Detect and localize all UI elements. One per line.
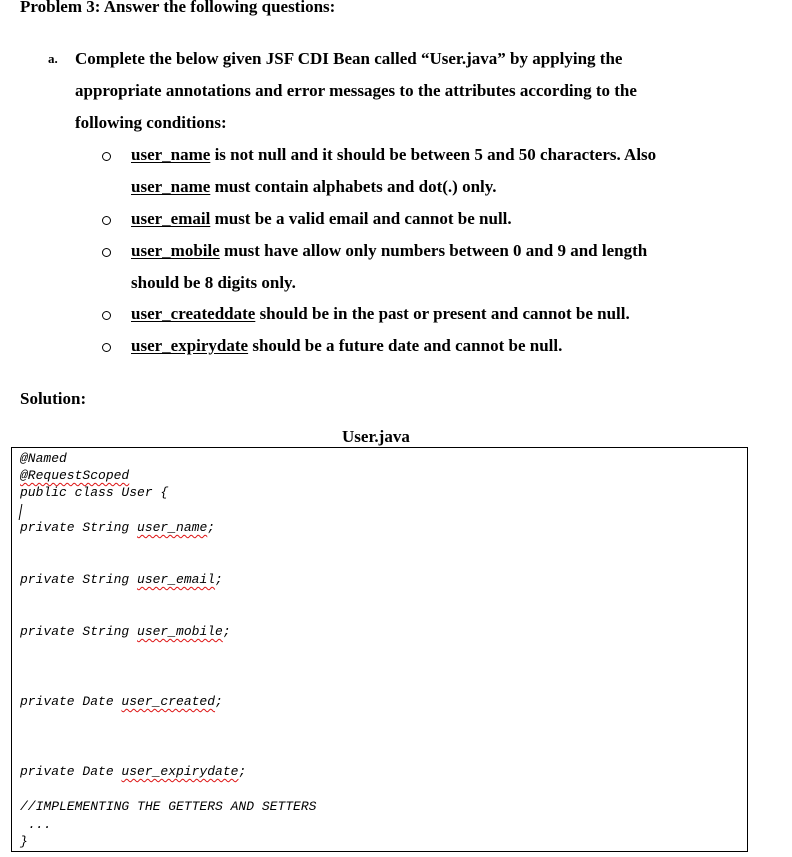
code-field-user-created bbox=[20, 694, 223, 709]
condition-text: must be a valid email and cannot be null. bbox=[210, 209, 512, 228]
field-ref: user_expirydate bbox=[131, 336, 249, 355]
item-a-line-1: Complete the below given JSF CDI Bean called “User.java” by applying the bbox=[75, 49, 623, 68]
code-editor-box[interactable] bbox=[11, 447, 748, 852]
item-a-line-3: following conditions: bbox=[75, 113, 227, 132]
condition-user-email bbox=[131, 209, 512, 229]
code-semicolon: ; bbox=[238, 764, 247, 779]
code-identifier: user_created bbox=[121, 694, 216, 709]
condition-user-expirydate bbox=[131, 336, 562, 356]
code-annotation-scope-text: @RequestScoped bbox=[20, 468, 130, 483]
condition-text: must contain alphabets and dot(.) only. bbox=[210, 177, 497, 196]
code-field-user-mobile bbox=[20, 624, 231, 639]
item-a-label: a. bbox=[48, 51, 58, 66]
field-ref: user_mobile bbox=[131, 241, 220, 260]
code-semicolon: ; bbox=[207, 520, 216, 535]
condition-text: should be in the past or present and cannot be null. bbox=[255, 304, 630, 323]
code-identifier: user_mobile bbox=[137, 624, 223, 639]
code-type: private Date bbox=[20, 694, 122, 709]
bullet-icon bbox=[102, 343, 111, 352]
code-field-user-email bbox=[20, 572, 223, 587]
code-ellipsis: ... bbox=[28, 817, 52, 832]
code-identifier: user_email bbox=[137, 572, 216, 587]
code-type: private Date bbox=[20, 764, 122, 779]
code-annotation-named: @Named bbox=[20, 451, 67, 466]
bullet-icon bbox=[102, 248, 111, 257]
field-ref: user_createddate bbox=[131, 304, 256, 323]
field-ref: user_email bbox=[131, 209, 211, 228]
condition-user-name-1 bbox=[131, 145, 656, 165]
code-identifier: user_expirydate bbox=[121, 764, 239, 779]
code-filename: User.java bbox=[342, 427, 410, 446]
solution-label: Solution: bbox=[20, 389, 87, 408]
condition-text: must have allow only numbers between 0 and 9 and length bbox=[219, 241, 648, 260]
bullet-icon bbox=[102, 152, 111, 161]
condition-user-mobile-2: should be 8 digits only. bbox=[131, 273, 296, 292]
code-type: private String bbox=[20, 572, 138, 587]
code-type: private String bbox=[20, 520, 138, 535]
code-semicolon: ; bbox=[215, 572, 223, 587]
condition-text: should be a future date and cannot be null. bbox=[248, 336, 563, 355]
bullet-icon bbox=[102, 216, 111, 225]
field-ref: user_name bbox=[131, 145, 211, 164]
bullet-icon bbox=[102, 311, 111, 320]
code-semicolon: ; bbox=[215, 694, 223, 709]
code-identifier: user_name bbox=[137, 520, 208, 535]
code-closing-brace: } bbox=[20, 834, 28, 849]
code-field-user-expirydate bbox=[20, 764, 246, 779]
field-ref: user_name bbox=[131, 177, 211, 196]
code-semicolon: ; bbox=[222, 624, 231, 639]
condition-user-name-2 bbox=[131, 177, 497, 197]
code-comment: //IMPLEMENTING THE GETTERS AND SETTERS bbox=[20, 799, 317, 814]
code-class-decl: public class User { bbox=[20, 485, 169, 500]
item-a-line-2: appropriate annotations and error messages to the attributes according to the bbox=[75, 81, 637, 100]
code-field-user-name bbox=[20, 520, 215, 535]
code-annotation-scope bbox=[20, 468, 129, 483]
condition-user-mobile-1 bbox=[131, 241, 647, 261]
problem-title: Problem 3: Answer the following questions: bbox=[20, 0, 336, 16]
condition-text: is not null and it should be between 5 and 50 characters. Also bbox=[210, 145, 657, 164]
condition-user-createddate bbox=[131, 304, 630, 324]
code-type: private String bbox=[20, 624, 138, 639]
text-cursor bbox=[19, 504, 23, 520]
